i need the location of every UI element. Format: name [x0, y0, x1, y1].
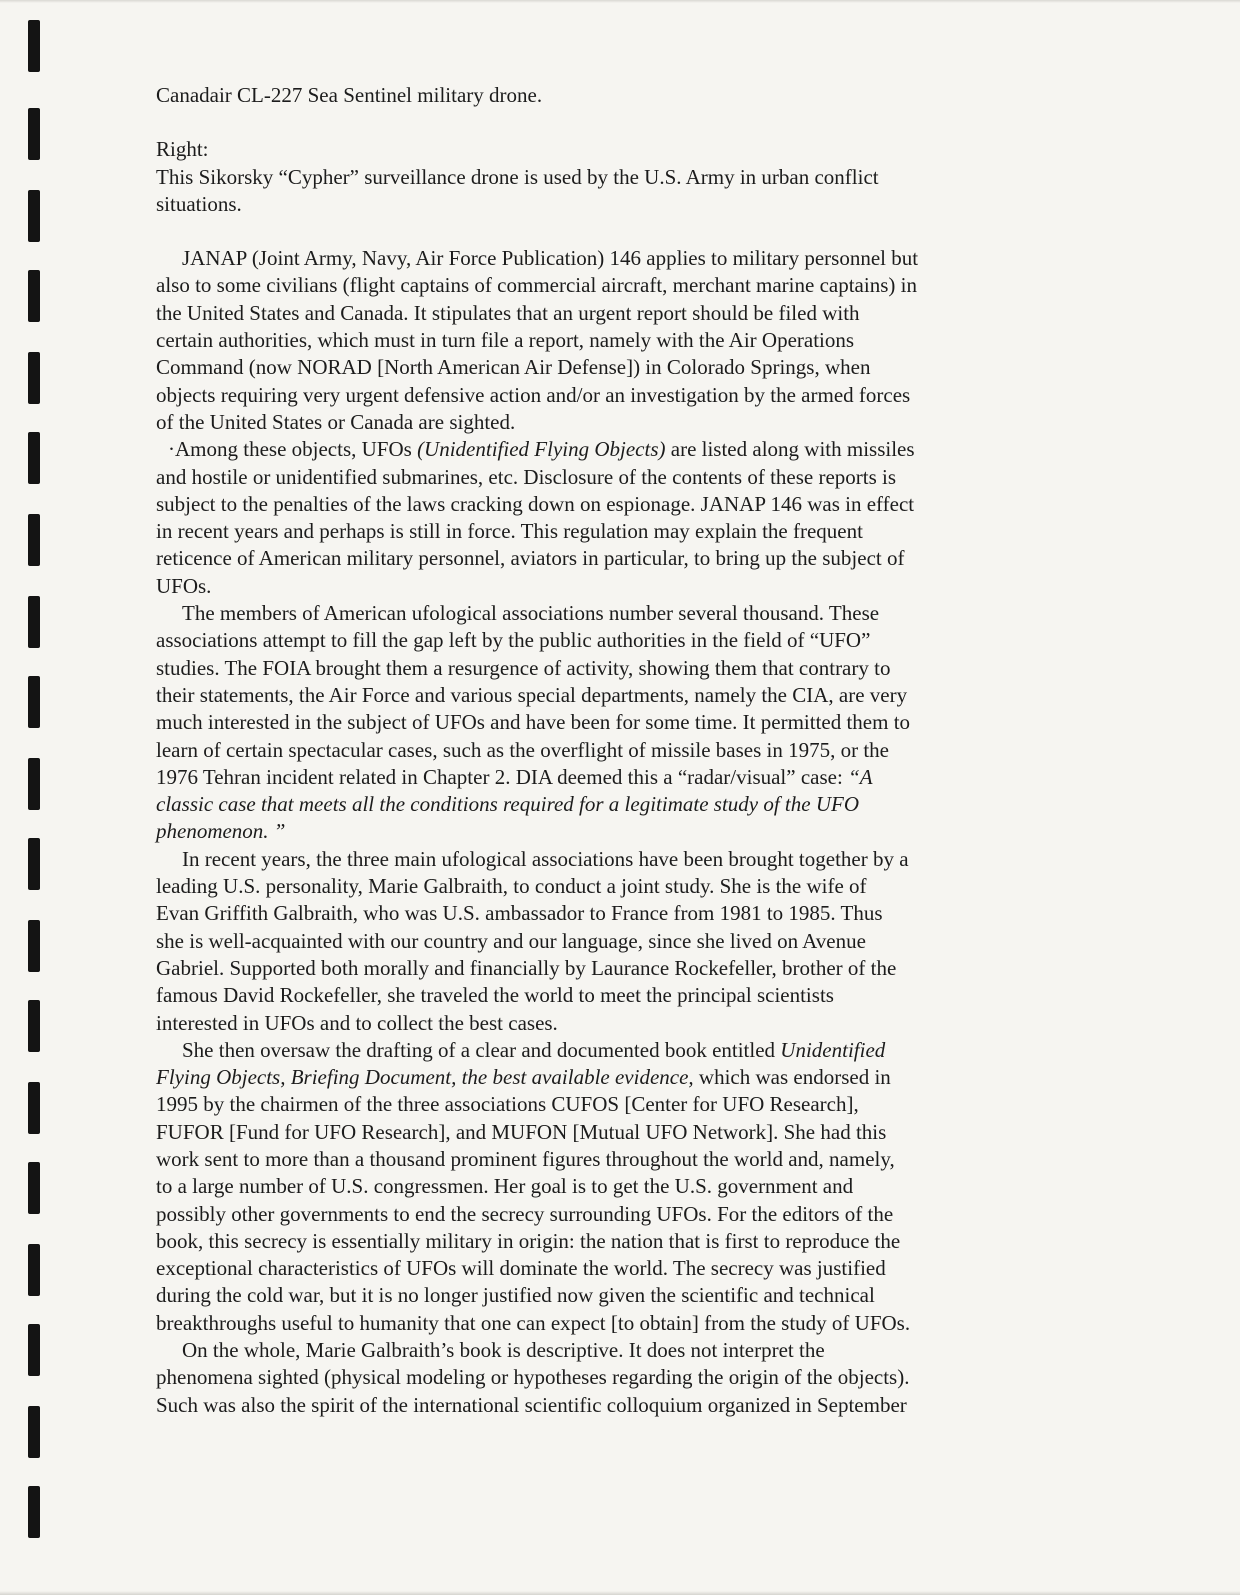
text-line: FUFOR [Fund for UFO Research], and MUFON [Mutual UFO Network]. She had this: [156, 1119, 887, 1144]
text-line: exceptional characteristics of UFOs will dominate the world. The secrecy was justified: [156, 1256, 886, 1281]
binding-hole: [28, 676, 40, 728]
text-line: book, this secrecy is essentially military in origin: the nation that is first to reproduce the: [156, 1228, 901, 1253]
text-span: which was endorsed in: [693, 1065, 891, 1090]
text-line: certain authorities, which must in turn file a report, namely with the Air Operations: [156, 328, 855, 353]
text-span: ·Among these objects, UFOs: [168, 437, 418, 462]
text-line: possibly other governments to end the secrecy surrounding UFOs. For the editors of the: [156, 1201, 894, 1226]
comb-binding: [28, 0, 42, 1595]
caption-right-heading: Right:: [156, 137, 209, 162]
text-line: work sent to more than a thousand prominent figures throughout the world and, namely,: [156, 1146, 895, 1171]
binding-hole: [28, 920, 40, 972]
text-line: [156, 436, 1056, 463]
paragraph-galbraith: [156, 846, 1056, 1037]
text-span: are listed along with missiles: [665, 437, 915, 462]
text-line: 1995 by the chairmen of the three associations CUFOS [Center for UFO Research],: [156, 1092, 859, 1117]
text-line: UFOs.: [156, 573, 212, 598]
text-line: JANAP (Joint Army, Navy, Air Force Publication) 146 applies to military personnel but: [182, 246, 919, 271]
text-line: much interested in the subject of UFOs and have been for some time. It permitted them to: [156, 710, 911, 735]
text-span: 1976 Tehran incident related in Chapter 2. DIA deemed this a “radar/visual” case:: [156, 764, 849, 789]
text-line: phenomena sighted (physical modeling or hypotheses regarding the origin of the objects).: [156, 1365, 910, 1390]
binding-hole: [28, 1244, 40, 1296]
text-line: [156, 1037, 1056, 1064]
italic-quote: classic case that meets all the conditions required for a legitimate study of the UFO: [156, 792, 859, 817]
italic-book-title: Flying Objects, Briefing Document, the best available evidence,: [156, 1065, 694, 1090]
text-line: In recent years, the three main ufological associations have been brought together by a: [182, 846, 909, 871]
text-line: of the United States or Canada are sighted.: [156, 409, 516, 434]
italic-term: (Unidentified Flying Objects): [417, 437, 666, 462]
text-line: interested in UFOs and to collect the best cases.: [156, 1010, 558, 1035]
binding-hole: [28, 352, 40, 404]
caption-cypher-line: situations.: [156, 191, 242, 216]
text-line: Gabriel. Supported both morally and financially by Laurance Rockefeller, brother of the: [156, 955, 897, 980]
paragraph-descriptive: [156, 1337, 1056, 1419]
text-line: the United States and Canada. It stipulates that an urgent report should be filed with: [156, 300, 860, 325]
paragraph-janap: [156, 245, 1056, 436]
text-line: breakthroughs useful to humanity that one can expect [to obtain] from the study of UFOs.: [156, 1310, 911, 1335]
text-line: associations attempt to fill the gap left by the public authorities in the field of “UFO”: [156, 628, 871, 653]
text-line: reticence of American military personnel, aviators in particular, to bring up the subject of: [156, 546, 905, 571]
text-line: [156, 818, 1056, 845]
binding-hole: [28, 1162, 40, 1214]
binding-hole: [28, 270, 40, 322]
binding-hole: [28, 514, 40, 566]
text-line: The members of American ufological associations number several thousand. These: [182, 601, 880, 626]
text-line: [156, 791, 1056, 818]
text-line: learn of certain spectacular cases, such as the overflight of missile bases in 1975, or the: [156, 737, 890, 762]
document-body: [156, 82, 1056, 1419]
binding-hole: [28, 1082, 40, 1134]
page-top-edge: [0, 0, 1240, 3]
text-line: On the whole, Marie Galbraith’s book is descriptive. It does not interpret the: [182, 1338, 825, 1363]
binding-hole: [28, 1406, 40, 1458]
binding-hole: [28, 1486, 40, 1538]
binding-hole: [28, 108, 40, 160]
page-bottom-edge: [0, 1591, 1240, 1595]
binding-hole: [28, 190, 40, 242]
text-line: and hostile or unidentified submarines, etc. Disclosure of the contents of these reports is: [156, 464, 897, 489]
paragraph-briefing-document: [156, 1037, 1056, 1337]
text-line: objects requiring very urgent defensive action and/or an investigation by the armed forces: [156, 382, 911, 407]
italic-quote: “A: [848, 764, 873, 789]
paragraph-ufo-objects: [156, 436, 1056, 600]
text-line: leading U.S. personality, Marie Galbraith, to conduct a joint study. She is the wife of: [156, 874, 867, 899]
text-line: she is well-acquainted with our country and our language, since she lived on Avenue: [156, 928, 866, 953]
binding-hole: [28, 1000, 40, 1052]
text-line: during the cold war, but it is no longer justified now given the scientific and technical: [156, 1283, 875, 1308]
text-line: [156, 764, 1056, 791]
paragraph-associations: [156, 600, 1056, 846]
text-line: to a large number of U.S. congressmen. Her goal is to get the U.S. government and: [156, 1174, 854, 1199]
text-line: Such was also the spirit of the international scientific colloquium organized in September: [156, 1392, 907, 1417]
text-line: subject to the penalties of the laws cracking down on espionage. JANAP 146 was in effect: [156, 491, 915, 516]
text-line: also to some civilians (flight captains of commercial aircraft, merchant marine captains) in: [156, 273, 917, 298]
binding-hole: [28, 20, 40, 72]
binding-hole: [28, 432, 40, 484]
binding-hole: [28, 758, 40, 810]
binding-hole: [28, 596, 40, 648]
text-line: famous David Rockefeller, she traveled the world to meet the principal scientists: [156, 983, 834, 1008]
binding-hole: [28, 838, 40, 890]
caption-sea-sentinel: Canadair CL-227 Sea Sentinel military drone.: [156, 83, 543, 107]
italic-book-title: Unidentified: [780, 1037, 886, 1062]
text-line: [156, 1064, 1056, 1091]
text-line: Evan Griffith Galbraith, who was U.S. ambassador to France from 1981 to 1985. Thus: [156, 901, 883, 926]
caption-cypher-line: This Sikorsky “Cypher” surveillance drone is used by the U.S. Army in urban conflict: [156, 164, 879, 189]
text-line: in recent years and perhaps is still in force. This regulation may explain the frequent: [156, 519, 863, 544]
text-span: She then oversaw the drafting of a clear and documented book entitled: [182, 1037, 781, 1062]
text-line: their statements, the Air Force and various special departments, namely the CIA, are very: [156, 682, 908, 707]
text-line: studies. The FOIA brought them a resurgence of activity, showing them that contrary to: [156, 655, 891, 680]
italic-quote: phenomenon. ”: [156, 819, 286, 844]
text-line: Command (now NORAD [North American Air Defense]) in Colorado Springs, when: [156, 355, 871, 380]
binding-hole: [28, 1324, 40, 1376]
